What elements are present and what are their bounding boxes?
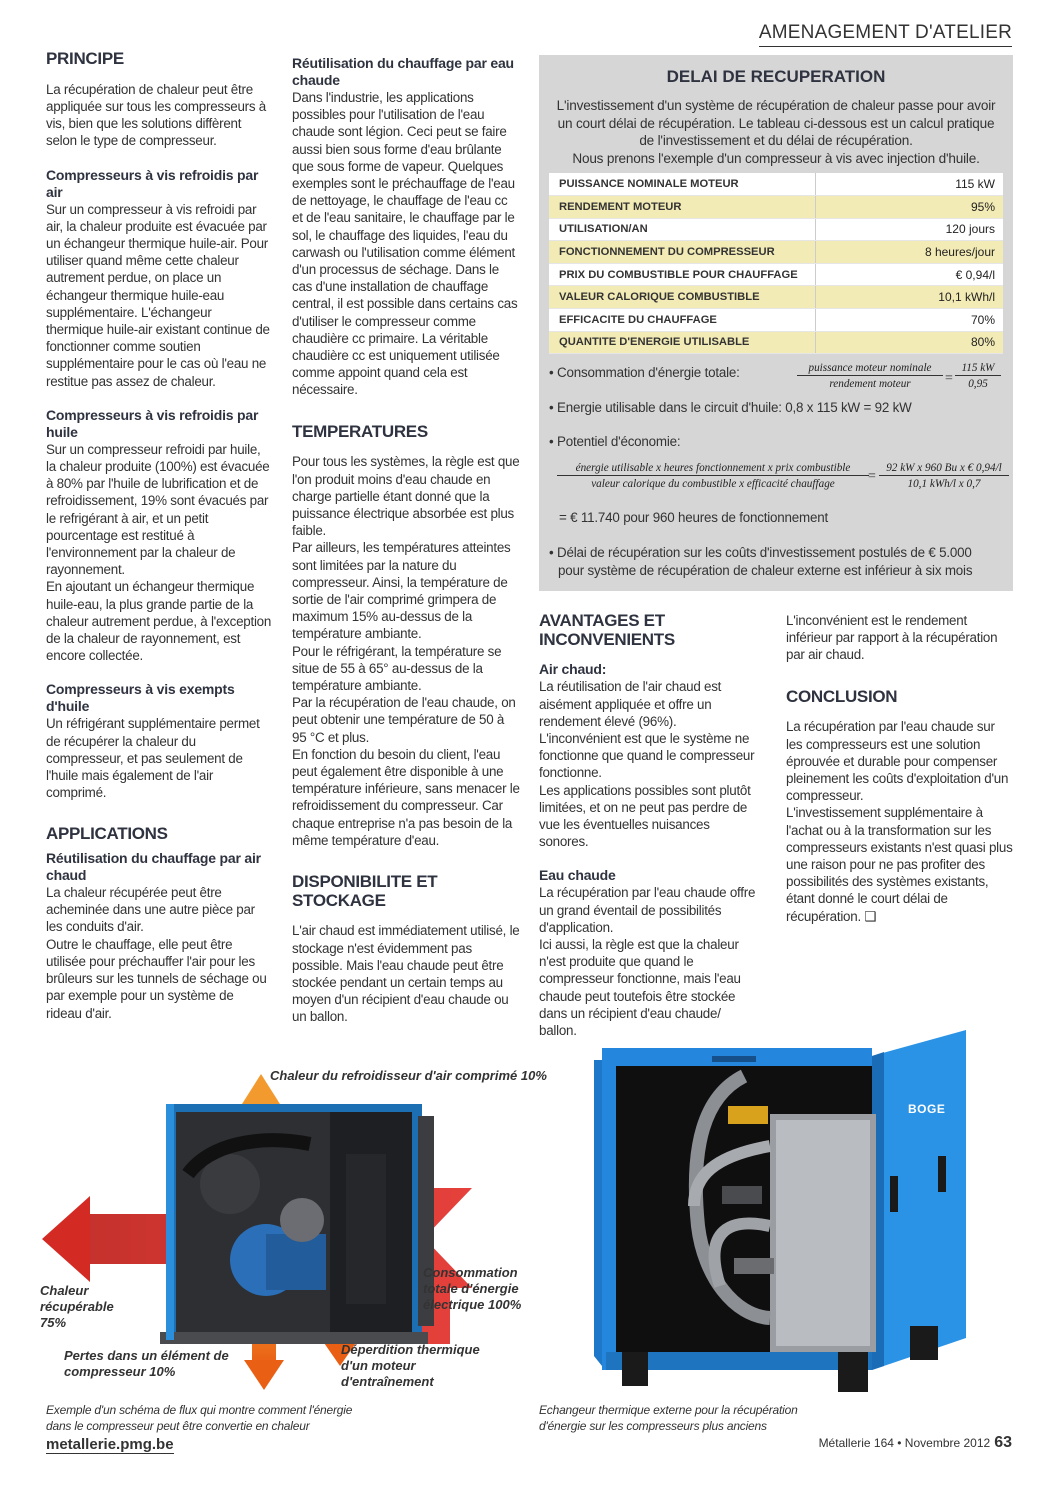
temperatures-text-1: Pour tous les systèmes, la règle est que l'on produit moins d'eau chaude en charge partielle étant donné que la puissance électrique absorbée est plus faible. — [292, 454, 520, 539]
payback-table-row — [549, 331, 1003, 354]
label-recoverable-heat: Chaleur récupérable 75% — [40, 1283, 114, 1330]
page-number: 63 — [994, 1434, 1012, 1451]
oil-cooled-text-1: Sur un compresseur refroidi par huile, la chaleur produite (100%) est évacuée à 80% par l'huile de lubrification et de refroidissement, 19% sont évacués par le refrigérant à air, et un petit pourcentage est restitué à l'environnement par la chaleur de rayonnement. — [46, 441, 270, 578]
bullet-total-consumption: • Consommation d'énergie totale: — [549, 365, 740, 380]
temperatures-text-5: En fonction du besoin du client, l'eau peut également être disponible à une température inférieure, sans menacer le refroidissement du compresseur. Car chaque entreprise n'a pas besoin de la même température d'eau. — [292, 746, 520, 848]
principe-text: La récupération de chaleur peut être appliquée sur tous les compresseurs à vis, bien que les solutions diffèrent selon le type de compresseur. — [46, 81, 266, 149]
hot-air-text-3: Les applications possibles sont plutôt limitées, et on ne peut pas perdre de vue les éventuelles nuisances sonores. — [539, 782, 751, 850]
payback-table — [549, 173, 1003, 354]
hot-air-heading: Air chaud: — [539, 661, 607, 678]
footer-website[interactable]: metallerie.pmg.be — [46, 1436, 174, 1453]
formula-1 — [797, 362, 943, 390]
payback-title: DELAI DE RECUPERATION — [666, 67, 886, 86]
figure-1-caption: Exemple d'un schéma de flux qui montre comment l'énergie dans le compresseur peut être convertie en chaleur — [46, 1403, 353, 1433]
payback-table-row — [549, 309, 1003, 332]
label-compressed-air-cooler: Chaleur du refroidisseur d'air comprimé 10% — [270, 1068, 547, 1083]
temperatures-text-4: Par la récupération de l'eau chaude, on peut obtenir une température de 50 à 95 °C et plus. — [292, 695, 516, 745]
heat-exchanger-illustration — [594, 1026, 974, 1398]
formula-1-values-numerator: 115 kW — [955, 362, 1001, 376]
bullet-usable-energy: • Energie utilisable dans le circuit d'huile: 0,8 x 115 kW = 92 kW — [549, 400, 912, 415]
hot-air-reuse-text-1: La chaleur récupérée peut être acheminée dans une autre pièce par les conduits d'air. — [46, 885, 255, 935]
temperatures-text-3: Pour le réfrigérant, la température se situe de 55 à 65° au-dessus de la température ambiante. — [292, 643, 502, 693]
figure-2-caption: Echangeur thermique externe pour la récupération d'énergie sur les compresseurs plus anciens — [539, 1403, 798, 1433]
row-label: UTILISATION/AN — [549, 218, 815, 241]
conclusion-heading: CONCLUSION — [786, 686, 898, 706]
equals-sign: = — [945, 371, 953, 386]
applications-heading: APPLICATIONS — [46, 824, 168, 844]
column-4 — [786, 612, 1014, 925]
formula-1-denominator: rendement moteur — [829, 378, 911, 390]
column-2 — [292, 55, 520, 1026]
heat-exchanger-figure — [594, 1026, 974, 1398]
temperatures-text-2: Par ailleurs, les températures atteintes sont limitées par la nature du compresseur. Ainsi, la température de sortie de l'air comprimé grimpera de maximum 15% au-dessus de la température ambiante. — [292, 540, 511, 642]
formula-2 — [557, 462, 869, 490]
formula-2-values-denominator: 10,1 kWh/l x 0,7 — [907, 478, 981, 490]
row-value: 95% — [815, 196, 1003, 219]
payback-table-row — [549, 286, 1003, 309]
row-value: 120 jours — [815, 218, 1003, 241]
payback-table-row — [549, 263, 1003, 286]
section-header: AMENAGEMENT D'ATELIER — [759, 22, 1012, 47]
column-1 — [46, 50, 272, 1022]
formula-2-denominator: valeur calorique du combustible x efficacité chauffage — [591, 478, 835, 490]
formula-2-values — [879, 462, 1009, 490]
oil-cooled-text-2: En ajoutant un échangeur thermique huile-eau, la plus grande partie de la chaleur autrement perdue, à l'exception de la chaleur de rayonnement, est encore collectée. — [46, 579, 272, 664]
row-label: PUISSANCE NOMINALE MOTEUR — [549, 173, 815, 196]
hot-water-text-1: La récupération par l'eau chaude offre un grand éventail de possibilités d'application. — [539, 885, 756, 935]
savings-result: = € 11.740 pour 960 heures de fonctionnement — [559, 510, 829, 525]
row-value: 115 kW — [815, 173, 1003, 196]
payback-intro — [549, 97, 1003, 167]
pros-cons-heading: AVANTAGES ET INCONVENIENTS — [539, 611, 675, 649]
label-total-consumption: Consommation totale d'énergie électrique 100% — [423, 1265, 522, 1312]
equals-sign-2: = — [868, 469, 876, 484]
row-label: FONCTIONNEMENT DU COMPRESSEUR — [549, 241, 815, 264]
formula-1-values-denominator: 0,95 — [968, 378, 988, 390]
bullet-payback — [549, 544, 972, 580]
payback-table-row — [549, 241, 1003, 264]
principe-heading: PRINCIPE — [46, 49, 124, 68]
drawback-text: L'inconvénient est le rendement inférieur par rapport à la récupération par air chaud. — [786, 613, 998, 663]
hot-air-reuse-heading: Réutilisation du chauffage par air chaud — [46, 850, 261, 884]
oil-free-text: Un réfrigérant supplémentaire permet de récupérer la chaleur du compresseur, et pas seulement de l'huile mais également de l'air comprimé. — [46, 716, 260, 801]
row-label: EFFICACITE DU CHAUFFAGE — [549, 309, 815, 332]
bullet-savings-potential: • Potentiel d'économie: — [549, 434, 681, 449]
conclusion-text-2: L'investissement supplémentaire à l'achat ou à la transformation sur les compresseurs existants n'est quasi plus une raison pour ne pas profiter des possibilités des systèmes existants, étant donné le court délai de récupération. ❑ — [786, 805, 1013, 924]
oil-cooled-heading: Compresseurs à vis refroidis par huile — [46, 406, 259, 440]
hot-air-text-1: La réutilisation de l'air chaud est aisément appliquée et offre un rendement élevé (96%). — [539, 679, 722, 729]
temperatures-heading: TEMPERATURES — [292, 421, 428, 441]
formula-2-numerator: énergie utilisable x heures fonctionnement x prix combustible — [557, 462, 869, 476]
conclusion-text-1: La récupération par l'eau chaude sur les compresseurs est une solution éprouvée et durable pour compenser pleinement les coûts d'exploitation d'un compresseur. — [786, 719, 1009, 804]
storage-text: L'air chaud est immédiatement utilisé, le stockage n'est évidemment pas possible. Mais l'eau chaude peut être stockée pendant un certain temps au moyen d'un récipient d'eau chaude ou un ballon. — [292, 923, 520, 1025]
row-label: VALEUR CALORIQUE COMBUSTIBLE — [549, 286, 815, 309]
payback-line-2: pour système de récupération de chaleur externe est inférieur à six mois — [558, 563, 973, 578]
row-value: 8 heures/jour — [815, 241, 1003, 264]
label-element-losses: Pertes dans un élément de compresseur 10% — [64, 1348, 229, 1379]
row-label: RENDEMENT MOTEUR — [549, 196, 815, 219]
hot-water-reuse-text: Dans l'industrie, les applications possibles pour l'utilisation de l'eau chaude sont légion. Ceci peut se faire aussi bien sous forme d'eau brûlante que sous forme de vapeur. Quelques exemples sont le préchauffage de l'eau de nettoyage, le chauffage de l'eau cc et de l'eau sanitaire, le chauffage par le sol, le chauffage des liquides, l'eau du carwash ou l'utilisation comme élément d'un processus de séchage. Dans le cas d'une installation de chauffage central, il est possible dans certains cas d'utiliser le compresseur comme chaudière cc primaire. La véritable chaudière cc est uniquement utilisée comme appoint quand cela est nécessaire. — [292, 90, 518, 398]
footer-issue-text: Métallerie 164 • Novembre 2012 — [818, 1436, 991, 1450]
column-3 — [539, 612, 761, 1039]
formula-1-values — [955, 362, 1001, 390]
hot-water-text-2: Ici aussi, la règle est que la chaleur n'est produite que quand le compresseur fonctionne, mais l'eau chaude peut toutefois être stockée dans un récipient d'eau chaude/ ballon. — [539, 937, 741, 1039]
formula-2-values-numerator: 92 kW x 960 Bu x € 0,94/l — [879, 462, 1009, 476]
payback-intro-1: L'investissement d'un système de récupération de chaleur passe pour avoir un court délai de récupération. Le tableau ci-dessous est un calcul pratique de l'investissement et du délai de récupération. — [556, 98, 996, 148]
payback-intro-2: Nous prenons l'exemple d'un compresseur à vis avec injection d'huile. — [572, 150, 980, 166]
hot-water-heading: Eau chaude — [539, 867, 616, 884]
oil-free-heading: Compresseurs à vis exempts d'huile — [46, 681, 235, 715]
label-motor-losses: Déperdition thermique d'un moteur d'entraînement — [341, 1342, 480, 1389]
payback-box — [539, 55, 1013, 591]
hot-air-reuse-text-2: Outre le chauffage, elle peut être utilisée pour préchauffer l'air pour les brûleurs sur les tunnels de séchage ou par exemple pour un système de rideau d'air. — [46, 936, 267, 1021]
air-cooled-heading: Compresseurs à vis refroidis par air — [46, 166, 259, 200]
hot-air-text-2: L'inconvénient est que le système ne fonctionne que quand le compresseur fonctionne. — [539, 730, 755, 781]
storage-heading: DISPONIBILITE ET STOCKAGE — [292, 872, 438, 910]
row-value: 10,1 kWh/l — [815, 286, 1003, 309]
payback-table-row — [549, 196, 1003, 219]
boge-brand-logo: BOGE — [908, 1102, 946, 1116]
air-cooled-text: Sur un compresseur à vis refroidi par air, la chaleur produite est évacuée par un échangeur thermique huile-air. Pour utiliser quand même cette chaleur autrement perdue, on place un échangeur thermique huile-eau supplémentaire. L'échangeur thermique huile-air existant continue de fonctionner comme soutien supplémentaire pour le cas où l'eau ne restitue pas assez de chaleur. — [46, 201, 270, 389]
formula-1-numerator: puissance moteur nominale — [797, 362, 943, 376]
payback-line-1: • Délai de récupération sur les coûts d'investissement postulés de € 5.000 — [549, 545, 972, 560]
payback-table-row — [549, 173, 1003, 196]
row-label: PRIX DU COMBUSTIBLE POUR CHAUFFAGE — [549, 263, 815, 286]
row-value: 70% — [815, 309, 1003, 332]
row-value: € 0,94/l — [815, 263, 1003, 286]
footer-issue — [819, 1434, 1012, 1452]
row-value: 80% — [815, 331, 1003, 354]
payback-table-row — [549, 218, 1003, 241]
row-label: QUANTITE D'ENERGIE UTILISABLE — [549, 331, 815, 354]
hot-water-reuse-heading: Réutilisation du chauffage par eau chaude — [292, 55, 514, 88]
